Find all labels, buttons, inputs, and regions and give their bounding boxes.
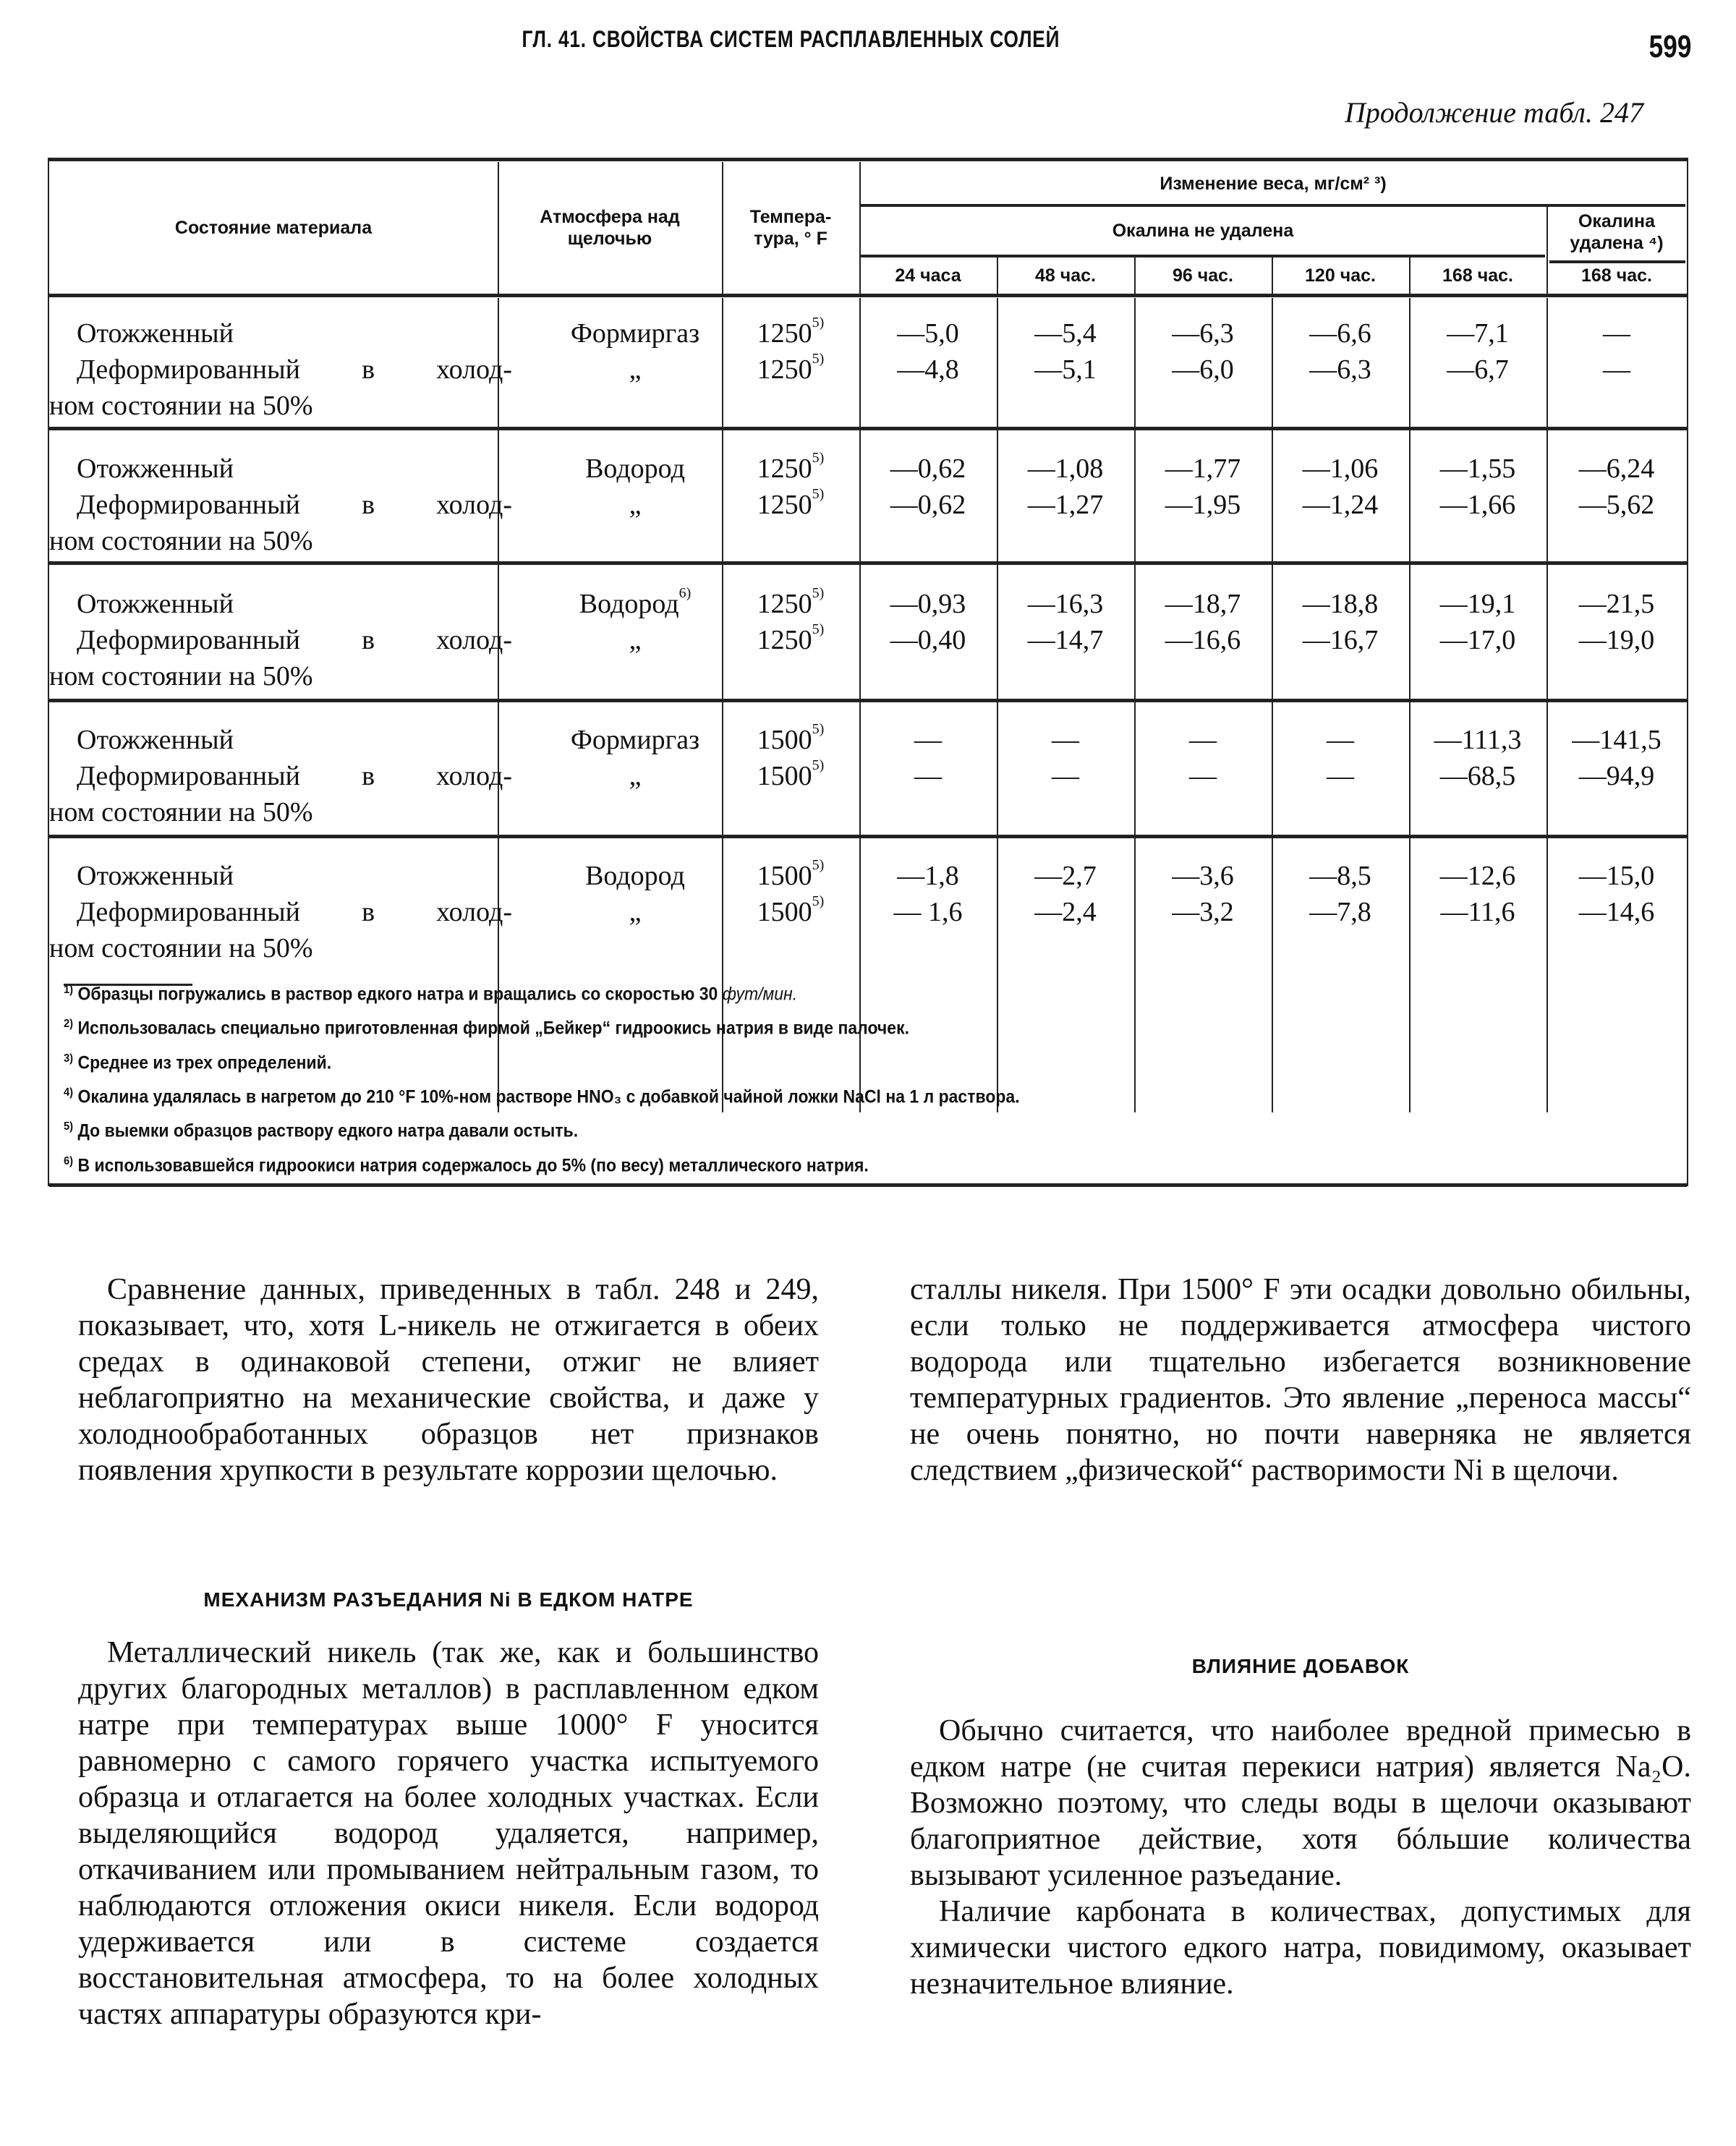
value-cell: —141,5 —94,9: [1572, 725, 1661, 791]
paragraph-text: Металлический никель (так же, как и большинство других благородных металлов) в расплавленном едком натре при температурах выше 1000° F уносится равномерно с самого горячего участка испытуемого образца и отлагается на более холодных участках. Если выделяющийся водород удаляется, например, откачиванием или промыванием нейтральным газом, то наблюдаются отложения окиси никеля. Если водород удерживается или в системе создается восстановительная атмосфера, то на более холодных частях аппаратуры образуются кри-: [78, 1636, 819, 2031]
value-cell: —19,1 —17,0: [1439, 589, 1516, 655]
header-period-168-removed: 168 час.: [1581, 265, 1652, 286]
header-period-168: 168 час.: [1442, 265, 1513, 286]
header-material-state: Состояние материала: [174, 218, 373, 238]
temperature-cell: 1250$^{5)}$ 1250$^{5)}$: [757, 450, 825, 520]
header-temperature: Темпера- тура, ° F: [749, 207, 832, 249]
footnote-1: $^{1)}$ Образцы погружались в раствор едкого натра и вращались со скоростью 30 фут/мин.: [64, 984, 798, 1005]
value-cell: —1,55 —1,66: [1439, 454, 1516, 520]
value-cell: —21,5 —19,0: [1578, 589, 1655, 655]
col-divider: [1272, 298, 1273, 1112]
group-rule: [49, 835, 1687, 838]
material-cell: [49, 586, 512, 694]
value-cell: — —: [1189, 725, 1217, 791]
value-cell: —111,3 —68,5: [1434, 725, 1522, 791]
header-period-24: 24 часа: [895, 265, 961, 286]
group-rule: [49, 699, 1687, 702]
group-rule: [49, 427, 1687, 430]
col-divider: [1409, 298, 1410, 1112]
header-atmosphere: Атмосфера над щелочью: [540, 207, 680, 249]
value-cell: —8,5 —7,8: [1309, 861, 1371, 927]
value-cell: —6,6 —6,3: [1309, 318, 1371, 385]
right-column-paragraph-1: [910, 1272, 1691, 1489]
value-cell: —5,0 —4,8: [897, 318, 959, 385]
table-caption: Продолжение табл. 247: [1344, 96, 1643, 129]
value-cell: —6,3 —6,0: [1172, 318, 1234, 385]
value-cell: —3,6 —3,2: [1172, 861, 1234, 927]
header-period-120: 120 час.: [1305, 265, 1376, 286]
value-cell: —18,8 —16,7: [1302, 589, 1379, 655]
atmosphere-cell: Формиргаз „: [570, 318, 700, 385]
value-cell: — —: [1327, 725, 1354, 791]
material-cold-worked: Деформированный в холод-: [77, 897, 512, 927]
material-cold-worked: Деформированный в холод-: [77, 625, 512, 655]
material-cold-worked: Деформированный в холод-: [77, 354, 512, 385]
atmosphere-cell: Формиргаз „: [570, 725, 700, 791]
temperature-cell: 1250$^{5)}$ 1250$^{5)}$: [757, 585, 825, 655]
value-cell: —6,24 —5,62: [1578, 454, 1655, 520]
paragraph-text: Сравнение данных, приведенных в табл. 248 и 249, показывает, что, хотя L-никель не отжигается в обеих средах в одинаковой степени, отжиг не влияет неблагоприятно на механические свойства, и даже у холоднообработанных образцов нет признаков появления хрупкости в результате коррозии щелочью.: [78, 1273, 819, 1487]
value-cell: —15,0 —14,6: [1578, 861, 1655, 927]
col-divider: [1134, 298, 1136, 1112]
material-cold-worked-cont: ном состоянии на 50%: [49, 661, 313, 691]
atmosphere-cell: Водород „: [585, 454, 685, 520]
material-annealed: Отожженный: [77, 861, 234, 891]
temperature-cell: 1250$^{5)}$ 1250$^{5)}$: [757, 315, 825, 385]
material-annealed: Отожженный: [77, 725, 234, 755]
table-bottom-rule: [49, 1183, 1687, 1187]
atmosphere-cell: Водород „: [585, 861, 685, 927]
value-cell: —0,93 —0,40: [890, 589, 966, 655]
atmosphere-cell: Водород$^{6)}$ „: [579, 585, 692, 655]
value-cell: —16,3 —14,7: [1027, 589, 1104, 655]
material-cell: [49, 722, 512, 830]
running-title-text: ГЛ. 41. СВОЙСТВА СИСТЕМ РАСПЛАВЛЕННЫХ СОЛЕЙ: [522, 26, 1060, 52]
footnote-6: $^{6)}$ В использовавшейся гидроокиси натрия содержалось до 5% (по весу) металлического натрия.: [64, 1154, 869, 1175]
material-annealed: Отожженный: [77, 589, 234, 619]
value-cell: —7,1 —6,7: [1447, 318, 1509, 385]
material-cold-worked: Деформированный в холод-: [77, 761, 512, 791]
footnote-4: $^{4)}$ Окалина удалялась в нагретом до 210 °F 10%-ном растворе HNO₃ с добавкой чайной ложки NaCl на 1 л раствора.: [64, 1086, 1020, 1107]
value-cell: — —: [1603, 318, 1630, 385]
header-period-96: 96 час.: [1172, 265, 1234, 286]
value-cell: —2,7 —2,4: [1034, 861, 1097, 927]
header-weight-change: Изменение веса, мг/см² ³): [1160, 174, 1387, 194]
header-bottom-rule: [49, 294, 1687, 297]
header-scale-not-removed: Окалина не удалена: [1112, 221, 1294, 241]
material-cold-worked-cont: ном состоянии на 50%: [49, 391, 313, 421]
material-cold-worked-cont: ном состоянии на 50%: [49, 933, 313, 963]
value-cell: —1,77 —1,95: [1165, 454, 1241, 520]
paragraph-text: Наличие карбоната в количествах, допустимых для химически чистого едкого натра, повидимому, оказывает незначительное влияние.: [910, 1895, 1691, 2001]
value-cell: —12,6 —11,6: [1439, 861, 1516, 927]
material-cold-worked-cont: ном состоянии на 50%: [49, 797, 313, 827]
material-cell: [49, 315, 512, 424]
table-top-rule: [49, 158, 1687, 161]
value-cell: —1,06 —1,24: [1302, 454, 1379, 520]
group-rule: [49, 561, 1687, 565]
section-heading-mechanism: МЕХАНИЗМ РАЗЪЕДАНИЯ Ni В ЕДКОМ НАТРЕ: [203, 1588, 694, 1611]
header-scale-removed: Окалина удалена ⁴): [1570, 211, 1664, 253]
temperature-cell: 1500$^{5)}$ 1500$^{5)}$: [757, 721, 825, 791]
value-cell: — —: [914, 725, 942, 791]
paragraph-text: Обычно считается, что наиболее вредной примесью в едком натре (не считая перекиси натрия) является Na₂O. Возможно поэтому, что следы воды в щелочи оказывают благоприятное действие, хотя бóльшие количества вызывают усиленное разъедание.: [910, 1714, 1691, 1892]
temperature-cell: 1500$^{5)}$ 1500$^{5)}$: [757, 857, 825, 927]
material-cell: [49, 858, 512, 966]
header-period-48: 48 час.: [1034, 265, 1097, 286]
material-annealed: Отожженный: [77, 454, 234, 484]
material-cold-worked: Деформированный в холод-: [77, 490, 512, 520]
section-heading-additives: ВЛИЯНИЕ ДОБАВОК: [1191, 1655, 1410, 1677]
left-column-paragraph-1: [78, 1272, 819, 1489]
footnote-5: $^{5)}$ До выемки образцов раствору едкого натра давали остыть.: [64, 1120, 579, 1141]
left-column-paragraph-2: [78, 1635, 819, 2032]
table-footnotes: [64, 975, 1020, 1180]
paragraph-text: сталлы никеля. При 1500° F эти осадки довольно обильны, если только не поддерживается атмосфера чистого водорода или тщательно избегается возникновение температурных градиентов. Это явление „переноса массы“ не очень понятно, но почти наверняка не является следствием „физической“ растворимости Ni в щелочи.: [910, 1273, 1691, 1487]
material-cold-worked-cont: ном состоянии на 50%: [49, 526, 313, 556]
value-cell: —1,08 —1,27: [1027, 454, 1104, 520]
value-cell: —18,7 —16,6: [1165, 589, 1241, 655]
right-column-paragraph-2: [910, 1713, 1691, 2002]
value-cell: —5,4 —5,1: [1034, 318, 1097, 385]
col-divider: [1546, 298, 1548, 1112]
material-cell: [49, 451, 512, 559]
running-title: [156, 26, 1580, 53]
page-number: 599: [1648, 29, 1691, 64]
value-cell: —1,8 — 1,6: [893, 861, 963, 927]
footnote-3: $^{3)}$ Среднее из трех определений.: [64, 1052, 332, 1073]
footnote-2: $^{2)}$ Использовалась специально приготовленная фирмой „Бейкер“ гидроокись натрия в виде палочек.: [64, 1018, 909, 1039]
material-annealed: Отожженный: [77, 318, 234, 349]
value-cell: —0,62 —0,62: [890, 454, 966, 520]
value-cell: — —: [1052, 725, 1079, 791]
